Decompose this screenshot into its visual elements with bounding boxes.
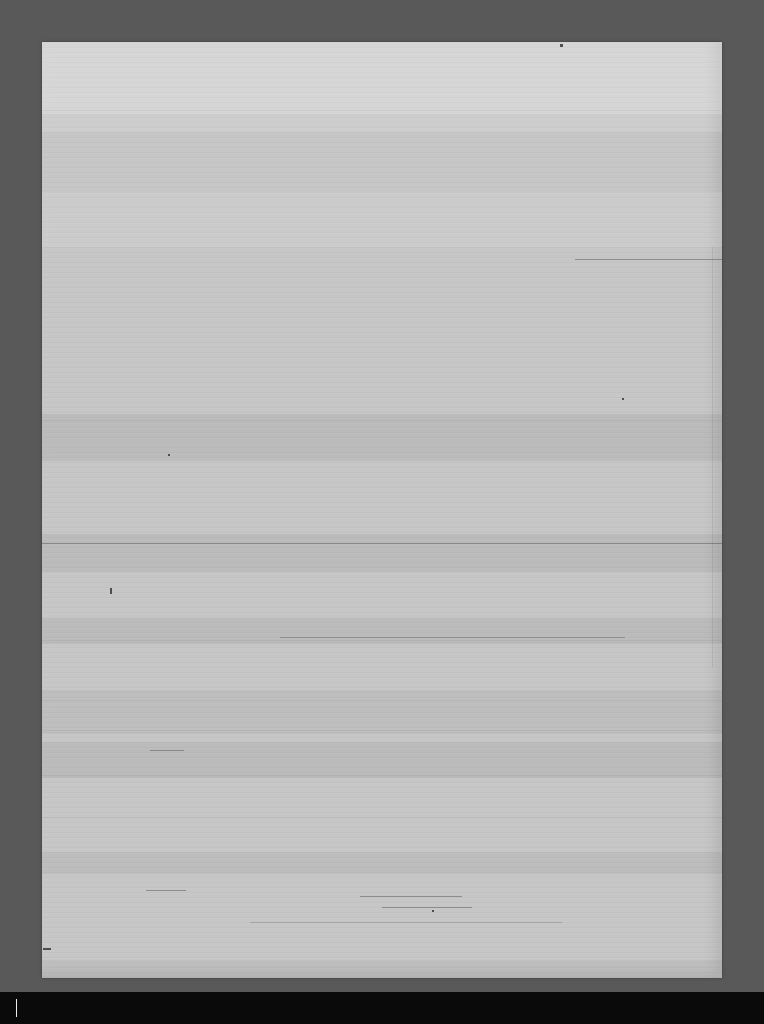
ruled-line [42,543,722,544]
scan-band [42,414,722,460]
scan-speck [432,910,434,912]
ruled-line [382,907,472,908]
ruled-line [42,640,722,641]
scan-band [42,690,722,734]
ruled-line [42,775,722,776]
scan-speck [168,454,170,456]
ruled-line [250,922,562,923]
ruled-line [280,637,625,638]
ruled-line [150,750,184,751]
scan-band [42,742,722,778]
scan-band [42,534,722,572]
scan-band [42,42,722,114]
ruled-line [146,890,186,891]
scan-band [42,852,722,874]
ruled-line [360,896,462,897]
ruled-line-vertical [712,247,713,667]
scan-band [42,960,722,978]
scan-speck [622,398,624,400]
scan-speck [43,948,51,950]
scan-speck [560,44,563,47]
ruled-line [42,420,722,421]
ruled-line [42,110,722,111]
ruled-line [42,730,722,731]
footer-divider [16,999,17,1017]
scan-band [42,192,722,247]
scanned-page [42,42,722,978]
ruled-line [42,700,722,701]
ruled-line [42,460,722,461]
footer-bar [0,992,764,1024]
scan-speck [110,588,112,594]
ruled-line [42,817,722,818]
ruled-line [575,259,722,260]
scan-band [42,114,722,132]
scan-band [42,618,722,644]
